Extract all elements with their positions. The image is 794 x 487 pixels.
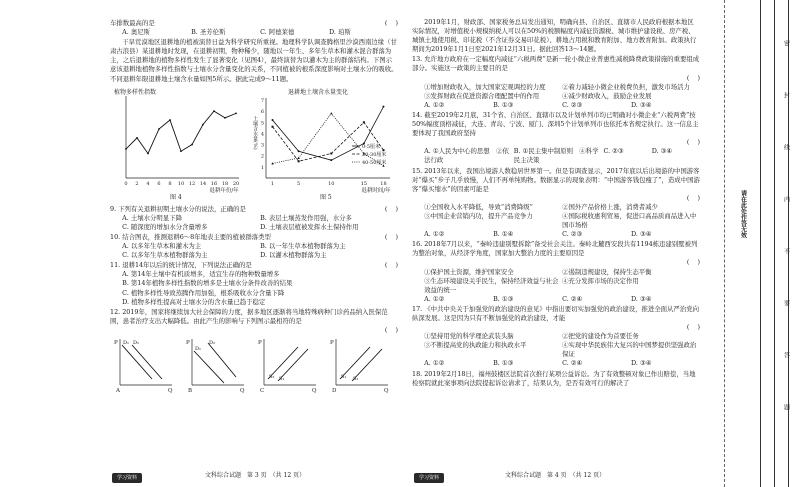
q17-paren-row [412,323,700,332]
q10-option-a: A. 以多年生草本和灌木为主 [122,242,202,251]
binding-line-2 [774,0,775,487]
binding-mark: 要 [782,300,790,306]
fig5-xtick-10: 10 [328,180,335,187]
fig4-point [224,117,226,119]
fig4-point [169,119,171,121]
q8-answer-paren: ( ) [384,19,398,27]
q17-option-a: A. ①② [424,359,445,368]
q9-option-d: D. 土壤表层植被发挥水土保持作用 [260,222,359,231]
fig5-xtick-1: 1 [270,180,275,187]
q15-item-3: ③中国企业营销内功，提升产品竞争力 [424,211,533,220]
fig5-point [298,150,300,152]
q13-item-3: ③发挥财政在促进资源合理配置中的作用 [424,91,540,100]
q15-paren-row [412,194,700,203]
q10-options [110,242,398,260]
fig5-ytick-5: 5 [260,119,264,126]
q12-graph-a [114,337,174,395]
fig4-ylabel: 植物多样性指数 [114,88,157,96]
q15-item-2: ②国外产品价格上涨，消费者减少 [562,202,658,211]
q13-stem: 13. 允许地方政府在一定幅度内减征“六税两费”是新一轮小微企业普惠性减税降费政策措施的重要组成部分。实施这一政策的主要目的是 [412,55,700,73]
figure-5-caption: 图 5 [320,193,332,201]
binding-mark: 答 [782,352,790,358]
fig4-point [180,150,182,152]
q15-items [412,203,700,230]
fig4-xtick-10: 10 [177,180,185,187]
graph-D-p-label: P [330,339,334,346]
q14-answer-paren: ( ) [686,138,700,147]
q18-stem: 18. 2019年2月18日，福州鼓楼区法院首次推行某项公益诉讼。为了有效整顿对象已作出赔偿，当地检察院就此案事项向法院提起诉讼请求了，结果认为，是否有效可行的解决了 [412,369,696,387]
graph-A-p-label: P [114,339,118,346]
binding-mark: 封 [782,92,790,98]
graph-C-curve-label-1: S₂ [269,373,275,380]
q11-option-c: C. 植物多样性导致蒸腾作用加强，根系吸收水分含量下降 [122,288,285,297]
q13-paren-row [412,74,700,83]
fig5-point [297,156,299,158]
q10-stem: 10. 结合图表，推测退耕6～8年地表主要的植被群落类型 [110,232,271,241]
q13-item-2: ②着力减轻小微企业税费负担，激发市场活力 [562,82,690,91]
q8-option-b: B. 圣芳伦斯 [191,28,226,37]
fig4-xtick-6: 6 [157,180,161,187]
fig5-xtick-5: 5 [297,180,301,187]
q13-items [412,83,700,101]
q11-stem-row [110,261,398,270]
graph-D-curve-label-1: S₁ [341,373,347,380]
graph-B-curve-2 [208,343,236,377]
binding-notice: 请在此处作答无效 [739,190,747,238]
q11-option-d: D. 植物多样性提高对土壤水分的含水量已趋于稳定 [122,297,266,306]
q15-option-d: D. ③④ [631,230,652,239]
fig4-point [235,112,237,114]
q15-item-1: ①全国收入水平降低，导致“消费降级” [424,202,533,211]
q14-option-a: A. ①人民为中心的思想 ②依法行政 [424,147,509,165]
fig4-xtick-16: 16 [210,180,218,187]
q9-stem: 9. 下列有关退耕初期土壤水分的说法，正确的是 [110,204,246,213]
q11-option-b: B. 第14年植物多样性指数的增多是土壤水分条件改善的结果 [122,279,293,288]
q15-item-4: ④国际税收惠利贸易，促进口高品质商品进入中国市场格 [562,211,697,230]
q10-option-b: B. 以一年生草本植物群落为主 [260,242,346,251]
graph-D-letter: D [332,387,337,394]
q8-stem-row [110,19,398,28]
fig4-point [158,128,160,130]
graph-A-curve-label-1: D₁ [123,339,130,346]
page-3-column [110,18,398,395]
q9-option-b: B. 表层土壤蒸发作用强，水分多 [260,213,352,222]
q9-options [110,214,398,232]
fig5-xtick-18: 18 [380,180,387,187]
q13-item-1: ①增加财政收入，加大国家宏观调控的力度 [424,82,546,91]
q16-items [412,268,700,295]
q8-option-c: C. 阿德莱德 [260,28,295,37]
q10-stem-row [110,233,398,242]
q13-options [412,101,700,110]
fig5-point [382,149,384,151]
q11-options [110,270,398,306]
fig5-legend-label-3: 40-50厘米 [362,159,387,166]
figure-5-chart [250,86,400,194]
q16-item-3: ③生态环境建设关乎民生，保持经济效益与社会效益的统一 [424,276,559,294]
q14-option-d: D. ③④ [651,147,673,156]
fig5-xlabel: 退耕时间/年 [361,187,391,194]
graph-C-p-label: P [258,339,262,346]
fig4-point [213,110,215,112]
graph-D-curve-label-2: S₂ [353,375,359,382]
fig5-point [382,105,384,107]
q17-stem: 17. 《中共中央关于加强党的政治建设的意见》中指出要切实加强党的政治建设，推进全面从严治党向纵深发展。这是因为只有不断加强党的政治建设，才能 [412,304,699,322]
q17-option-d: D. ③④ [631,359,652,368]
q11-answer-paren: ( ) [384,261,398,270]
page-4-footer: 文科综合试题 第 4 页 （共 12 页） [505,472,606,480]
q16-paren-row [412,258,700,267]
q13-option-a: A. ①② [424,100,445,109]
q17-answer-paren: ( ) [686,323,700,332]
q8-option-d: D. 珀斯 [329,28,351,37]
graph-B-letter: B [188,387,193,394]
q16-item-2: ②遏制违规建设，保持生态平衡 [562,267,652,276]
binding-mark: 题 [782,404,790,410]
q15-stem: 15. 2013年以来，我国出境游人数稳居世界第一。但是有调查显示，2017年底以后出境游的中国游客对“爆买”步子几乎放慢，人们不再单纯购物。数据显示的现象表明：“中国游客钱包瘦了”，造成中国游客“爆买缩水”的因素可能是 [412,166,700,193]
q15-options [412,230,700,239]
fig5-ytick-6: 6 [260,108,264,115]
q17-option-b: B. ①③ [493,359,514,368]
page-3-footer: 文科综合试题 第 3 页 （共 12 页） [205,472,306,480]
q17-item-2: ②把党的建设作为首要任务 [562,332,639,341]
graph-A-q-label: Q [168,387,173,394]
q17-item-1: ①坚持用党的科学理论武装头脑 [424,332,514,341]
q16-option-a: A. ①② [424,294,445,303]
figure-4-chart [112,86,242,194]
fig5-ylabel: 土壤含水量(%) [252,115,258,150]
q17-option-c: C. ②④ [562,359,583,368]
q9-answer-paren: ( ) [384,204,398,213]
graph-B-curve-1 [194,351,224,383]
page-3-badge: 学习资料 [112,473,142,483]
q14-stem: 14. 截至2019年2月底，31个省、自治区、直辖市以及计划单列市均已明确对小微企业“六税两费”按50%幅度顶格减征，大连、青岛、宁波、厦门、深圳5个计划单列市也依托本省规定执行。这一信息主要体现了我国政府坚持 [412,110,699,138]
q12-graph-d [330,337,390,395]
q17-item-3: ③不断提高党的执政能力和执政水平 [424,341,527,350]
fig4-xtick-0: 0 [124,180,128,187]
figure-4-caption: 图 4 [170,193,182,201]
q14-option-c: C. ②③ [603,147,624,156]
q8-stem: 车排数最高的是 [110,19,155,27]
fig4-xtick-20: 20 [232,180,240,187]
fig5-ytick-3: 3 [260,142,264,149]
q10-option-d: D. 以灌木植物群落为主 [260,251,327,260]
q14-option-b: B. ①民主集中制原则 ④科学民主决策 [513,147,599,165]
q9-option-a: A. 土壤水分明显下降 [122,213,182,222]
q15-answer-paren: ( ) [686,193,700,202]
q10-option-c: C. 以多年生草本植物群落为主 [122,251,208,260]
fig5-ytick-1: 1 [260,164,264,171]
graph-B-q-label: Q [240,387,245,394]
q17-options [412,359,700,368]
q16-options [412,295,700,304]
q13-option-c: C. ②③ [562,100,583,109]
binding-line-3 [788,0,789,487]
fig4-point [125,148,127,150]
q12-paren-row [110,326,398,335]
fig4-xtick-12: 12 [188,180,196,187]
q12-answer-paren: ( ) [384,325,398,334]
q12-graph-b [186,337,246,395]
fig5-ytick-4: 4 [260,131,264,138]
fig4-series-line [126,111,236,153]
graph-C-curve-label-2: S₁ [279,375,285,382]
passage-13-14: 2019年1月，财政部、国家税务总局发出通知，明确向县、自治区、直辖市人民政府根据本地区实际情况，对增值税小规模纳税人可以在50%的税额幅度内减征资源税、城市维护建设税、房产税、城镇土地使用税、印花税（不含证券交易印花税）、耕地占用税和教育附加、地方教育附加。政策执行期间为2019年1月1日至2021年12月31日。据此回答13～14题。 [412,18,697,54]
q16-stem: 16. 2018年7月以来，“秦岭违建别墅拆除”备受社会关注。秦岭北麓西安段共有1194栋违建别墅被列为整治对象，从经济学角度，国家加大整治力度的主要原因是 [412,240,698,258]
q12-graphs [110,337,398,395]
fig5-point [330,152,332,154]
fig5-title: 退耕地土壤含水量变化 [288,88,349,96]
fig4-xtick-4: 4 [146,180,150,187]
fig4-xtick-2: 2 [135,180,139,187]
binding-dashed-line [724,0,725,487]
fig5-point [272,119,274,121]
fig4-xtick-14: 14 [199,180,207,187]
fig5-xtick-15: 15 [360,180,368,187]
fig5-point [272,125,274,127]
fig5-legend-label-1: 0-5厘米 [362,143,381,150]
binding-mark: 线 [782,144,790,150]
fig5-ytick-7: 7 [260,97,264,104]
graph-C-q-label: Q [312,387,317,394]
graph-B-curve-label-2: D₂ [209,339,216,346]
fig5-point [330,159,332,161]
q12-graph-c [258,337,318,395]
binding-mark: 密 [782,40,790,46]
fig4-point [202,123,204,125]
fig4-xtick-8: 8 [168,180,172,187]
figures-4-5 [110,86,398,204]
fig5-point [363,121,365,123]
q16-item-4: ④充分发挥市场的决定作用 [562,276,639,285]
graph-D-q-label: Q [384,387,389,394]
graph-C-letter: C [260,387,265,394]
graph-B-p-label: P [186,339,190,346]
q13-option-b: B. ①③ [493,100,514,109]
fig4-xtick-18: 18 [221,180,229,187]
q15-option-c: C. ②③ [562,230,583,239]
q16-option-c: C. ②④ [562,294,583,303]
q16-answer-paren: ( ) [686,258,700,267]
q8-options [110,28,398,37]
q11-option-a: A. 第14年土壤中有机质增多，适宜生存的物种数量增多 [122,270,280,279]
page-4-column [412,18,700,388]
fig5-point [330,112,332,114]
q8-option-a: A. 奥尼斯 [122,28,151,37]
page-4-badge: 学习资料 [414,473,444,483]
graph-A-curve-label-2: D₂ [133,339,140,346]
binding-mark: 不 [782,248,790,254]
q13-option-d: D. ③④ [631,100,652,109]
graph-B-curve-label-1: D₁ [195,345,202,352]
q17-items [412,332,700,359]
q13-item-4: ④减少财政收入，鼓励企业发展 [562,91,652,100]
graph-A-letter: A [116,387,120,394]
q11-stem: 11. 退耕14年以后的统计情况，下列说法正确的是 [110,261,252,270]
q16-item-1: ①保护国土资源，维护国家安全 [424,267,514,276]
q16-option-d: D. ③④ [631,294,652,303]
fig5-legend-label-2: 20-30厘米 [362,151,387,158]
q9-option-c: C. 随深度的增加水分含量增多 [122,222,208,231]
fig4-xlabel: 退耕年份/年 [209,187,239,194]
q13-answer-paren: ( ) [686,73,700,82]
q17-item-4: ④实现中华民族伟大复兴的中国梦提供坚强政治保证 [562,341,697,359]
q12-stem [110,308,398,326]
fig4-point [136,137,138,139]
q16-option-b: B. ①③ [493,294,514,303]
binding-line-1 [760,0,761,487]
q15-option-b: B. ①④ [493,230,514,239]
q10-answer-paren: ( ) [384,232,398,241]
q12-stem-text: 12. 2019年，国家将继续加大社会保障的力度，据多地区逐渐将当地特殊病种门诊药品纳入医保范围，患者治疗支出大幅降低。由此产生的影响与下列图示最相符的是 [110,307,388,325]
binding-mark: 内 [782,196,790,202]
fig4-point [147,152,149,154]
q15-option-a: A. ①② [424,230,445,239]
fig4-point [191,143,193,145]
q14-paren-row [412,138,700,147]
passage-9-11: 干旱荒漠地区退耕地的植被演替日益为科学研究所重视。地理科学队调查腾格里沙漠西南边缘（甘肃古浪县）某退耕地时发现，在退耕初期，物种稀少，随地以一年生、多年生草本和灌木混合群落为主，之后退耕地的植物多样性发生了显著变化（见图4），最终演替为以灌木为主的群落结构。下图示意该退耕地植物多样性指数与土壤水分含量变化的关系，不同植被的根系深度影响对土壤水分的吸收。不同退耕年限退耕地土壤含水量如图5所示。据此完成9～11题。 [110,38,398,83]
q9-stem-row [110,205,398,214]
fig5-ytick-2: 2 [260,153,264,160]
fig5-point [298,160,300,162]
q14-options [412,147,700,165]
